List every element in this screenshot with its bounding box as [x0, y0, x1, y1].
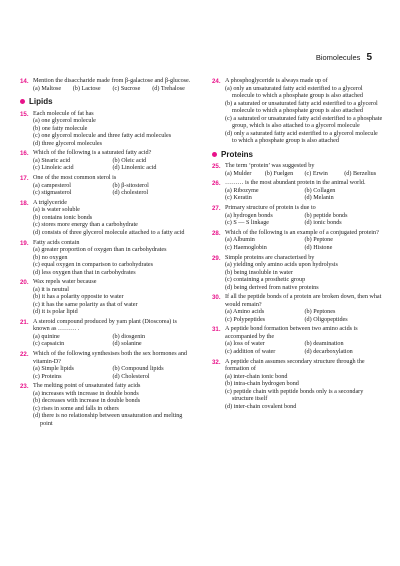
question [212, 205, 384, 228]
bullet-dot-icon [20, 99, 25, 104]
question [212, 294, 384, 324]
question [212, 326, 384, 356]
question-number: 26. [212, 180, 221, 188]
answer-option: (c) Linoleic acid [33, 165, 74, 172]
question-stem: Which of the following synthesises both the sex hormones and vitamin-D? [33, 351, 188, 365]
question-number: 29. [212, 254, 221, 262]
answer-option: (d) being derived from native proteins [225, 284, 319, 291]
question-body [33, 150, 192, 173]
answer-option: (d) less oxygen than that in carbohydrates [33, 269, 136, 276]
question-body [33, 279, 192, 317]
answer-option: (c) one glycerol molecule and three fatty acid molecules [33, 133, 172, 140]
answer-options [33, 334, 192, 349]
question-stem: One of the most common sterol is [33, 175, 117, 182]
question-body [33, 240, 192, 278]
answer-option: (a) yielding only amino acids upon hydrolysis [225, 262, 338, 268]
section-title: Proteins [221, 149, 254, 159]
answer-option: (c) addition of water [225, 348, 276, 355]
answer-option: (c) S — S linkage [225, 220, 270, 227]
answer-options [33, 183, 192, 198]
answer-option: (d) ionic bonds [304, 220, 342, 227]
question-number: 18. [20, 199, 29, 207]
question-stem: A triglyceride [33, 199, 67, 206]
question-stem: Which of the following is a saturated fatty acid? [33, 150, 152, 157]
question [212, 78, 384, 146]
question-stem: A steroid compound produced by yam plant (Dioscorea) is known as ……… . [33, 318, 177, 333]
answer-option: (b) it has a polarity opposite to water [33, 294, 124, 301]
question [20, 240, 192, 278]
answer-options [33, 158, 192, 173]
question-body [225, 78, 384, 146]
question-body [225, 163, 384, 178]
question [20, 78, 192, 93]
question-body [225, 205, 384, 228]
answer-option: (b) Peptones [304, 309, 336, 316]
question [20, 175, 192, 198]
answer-option: (a) quinine [33, 333, 60, 340]
answer-option: (c) Proteins [33, 373, 62, 380]
question-number: 27. [212, 205, 221, 213]
answer-option: (c) Erwin [304, 170, 328, 177]
answer-option: (b) Collagen [304, 187, 336, 194]
answer-options [225, 188, 384, 203]
answer-option: (c) Keratin [225, 195, 252, 202]
answer-options [225, 341, 384, 356]
answer-option: (a) Amino acids [225, 309, 265, 316]
answer-option: (d) Melanin [304, 195, 334, 202]
answer-option: (d) cholesterol [112, 190, 149, 197]
question-number: 31. [212, 326, 221, 334]
answer-option: (a) is water soluble [33, 207, 80, 214]
question [20, 150, 192, 173]
question-body [33, 111, 192, 149]
question-number: 23. [20, 383, 29, 391]
chapter-title: Biomolecules [315, 53, 361, 62]
answer-option: (c) it has the same polarity as that of water [33, 301, 138, 308]
answer-option: (d) it is polar lipid [33, 309, 78, 316]
question-number: 19. [20, 239, 29, 247]
answer-option: (b) Compound lipids [112, 366, 164, 373]
answer-option: (d) decarboxylation [304, 348, 353, 355]
answer-option: (b) Fuelgen [264, 170, 294, 177]
question-body [33, 383, 192, 428]
answer-option: (a) loss of water [225, 341, 265, 348]
section-heading-lipids [20, 97, 192, 107]
question [20, 351, 192, 381]
question [212, 180, 384, 203]
answer-option: (a) it is neutral [33, 286, 69, 293]
question-stem: Simple proteins are characterised by [225, 254, 315, 261]
answer-option: (b) being insoluble in water [225, 269, 293, 276]
answer-option: (a) one glycerol molecule [33, 118, 96, 125]
question-number: 25. [212, 163, 221, 171]
question-body [33, 78, 192, 93]
question-body [225, 255, 384, 293]
answer-option: (d) Histone [304, 244, 333, 251]
question-stem: A phosphoglyceride is always made up of [225, 78, 328, 84]
answer-option: (d) solanine [112, 341, 142, 348]
answer-option: (a) Ribozyme [225, 187, 259, 194]
question-stem: Primary structure of protein is due to [225, 205, 316, 212]
answer-option: (c) Haemoglobin [225, 244, 267, 251]
question-stem: Wax repels water because [33, 279, 97, 286]
question-stem: Each molecule of fat has [33, 110, 94, 117]
question [212, 359, 384, 412]
answer-option: (a) Stearic acid [33, 157, 71, 164]
answer-option: (a) Simple lipids [33, 366, 74, 373]
right-column [212, 78, 384, 413]
answer-options [225, 171, 384, 179]
question [20, 383, 192, 428]
answer-option: (b) contains ionic bonds [33, 214, 93, 221]
answer-option: (b) Lactose [72, 85, 101, 92]
question-number: 22. [20, 351, 29, 359]
question-body [33, 319, 192, 349]
question-number: 17. [20, 175, 29, 183]
answer-option: (b) β-sitosterol [112, 182, 149, 189]
bullet-dot-icon [212, 152, 217, 157]
answer-option: (d) Oligopeptides [304, 316, 348, 323]
answer-option: (d) inter-chain covalent bond [225, 403, 297, 410]
page-number: 5 [366, 52, 372, 63]
question-stem: A peptide chain assumes secondary structure through the formation of [225, 358, 365, 373]
question-body [225, 326, 384, 356]
answer-option: (b) Oleic acid [112, 157, 147, 164]
answer-options [33, 366, 192, 381]
question-stem: If all the peptide bonds of a protein are broken down, then what would remain? [225, 294, 382, 308]
section-title: Lipids [29, 97, 53, 106]
question-stem: ……… is the most abundant protein in the animal world. [225, 180, 366, 187]
running-header [316, 52, 372, 63]
answer-option: (d) Trehalose [152, 85, 185, 92]
answer-option: (a) inter-chain ionic bond [225, 373, 288, 380]
answer-option: (c) Polypeptides [225, 316, 266, 323]
question-number: 15. [20, 110, 29, 118]
question-number: 16. [20, 150, 29, 158]
question [20, 111, 192, 149]
answer-option: (d) only a saturated fatty acid esterified to a glycerol molecule to which a phosphate group is also attached [225, 130, 378, 144]
question [20, 200, 192, 238]
answer-option: (a) only an unsaturated fatty acid esterified to a glycerol molecule to which a phosphate group is also attached [225, 85, 363, 99]
answer-option: (a) hydrogen bonds [225, 212, 273, 219]
answer-option: (b) a saturated or unsaturated fatty acid esterified to a glycerol molecule to which a phosphate group is also attached [225, 100, 378, 114]
question-number: 24. [212, 78, 221, 85]
question-stem: A peptide bond formation between two amino acids is accompanied by the [225, 326, 358, 340]
answer-option: (b) one fatty molecule [33, 125, 88, 132]
question [212, 255, 384, 293]
answer-option: (c) stores more energy than a carbohydrate [33, 222, 138, 229]
answer-option: (b) diosgenin [112, 333, 146, 340]
question-body [33, 200, 192, 238]
answer-option: (a) greater proportion of oxygen than in carbohydrates [33, 247, 167, 253]
answer-option: (c) a saturated or unsaturated fatty acid esterified to a phosphate group, which is also attached to a glycerol molecule [225, 115, 383, 129]
question-body [225, 180, 384, 203]
section-heading-proteins [212, 150, 384, 160]
answer-option: (d) consists of three glycerol molecule attached to a fatty acid [33, 229, 185, 236]
answer-option: (c) rises in some and falls in others [33, 405, 119, 412]
answer-option: (a) campesterol [33, 182, 72, 189]
question-number: 21. [20, 318, 29, 326]
question-body [33, 351, 192, 381]
answer-option: (a) increases with increase in double bonds [33, 390, 139, 397]
answer-options [225, 237, 384, 252]
answer-option: (d) three glycerol molecules [33, 140, 103, 147]
question-number: 20. [20, 279, 29, 287]
question [20, 319, 192, 349]
answer-option: (d) there is no relationship between unsaturation and melting point [33, 413, 183, 427]
answer-option: (b) deamination [304, 341, 344, 348]
answer-option: (a) Mulder [225, 170, 252, 177]
question-number: 30. [212, 294, 221, 302]
answer-option: (a) Maltose [33, 85, 62, 92]
answer-option: (a) Albumin [225, 237, 255, 244]
answer-option: (b) peptide bonds [304, 212, 348, 219]
question-stem: The term ‘protein’ was suggested by [225, 163, 315, 170]
question-stem: Which of the following is an example of a conjugated protein? [225, 229, 379, 236]
question [20, 279, 192, 317]
question-number: 32. [212, 358, 221, 366]
answer-option: (d) Cholesterol [112, 373, 150, 380]
question-stem: The melting point of unsaturated fatty acids [33, 383, 141, 390]
question-stem: Fatty acids contain [33, 239, 80, 246]
question [212, 163, 384, 178]
left-column [20, 78, 192, 430]
question-body [225, 230, 384, 253]
answer-option: (d) Berzelius [344, 170, 377, 177]
answer-option: (c) peptide chain with peptide bonds only is a secondary structure itself [225, 388, 364, 403]
answer-options [225, 309, 384, 324]
answer-option: (c) stigmasterol [33, 190, 72, 197]
answer-option: (b) decreases with increase in double bonds [33, 398, 141, 405]
question-stem: Mention the disaccharide made from β-galactose and β-glucose. [33, 78, 191, 84]
answer-option: (b) intra-chain hydrogen bond [225, 381, 299, 388]
answer-option: (c) equal oxygen in comparison to carbohydrates [33, 262, 154, 268]
answer-option: (b) no oxygen [33, 254, 68, 261]
answer-option: (c) capsaicin [33, 341, 65, 348]
question-body [225, 359, 384, 412]
answer-options [225, 213, 384, 228]
answer-option: (c) Sucrose [112, 85, 141, 92]
answer-option: (b) Peptone [304, 237, 333, 244]
question [212, 230, 384, 253]
answer-option: (d) Linolenic acid [112, 165, 157, 172]
answer-options [33, 86, 192, 94]
question-number: 28. [212, 229, 221, 237]
answer-option: (c) containing a prosthetic group [225, 277, 306, 283]
question-body [225, 294, 384, 324]
question-body [33, 175, 192, 198]
question-number: 14. [20, 78, 29, 85]
